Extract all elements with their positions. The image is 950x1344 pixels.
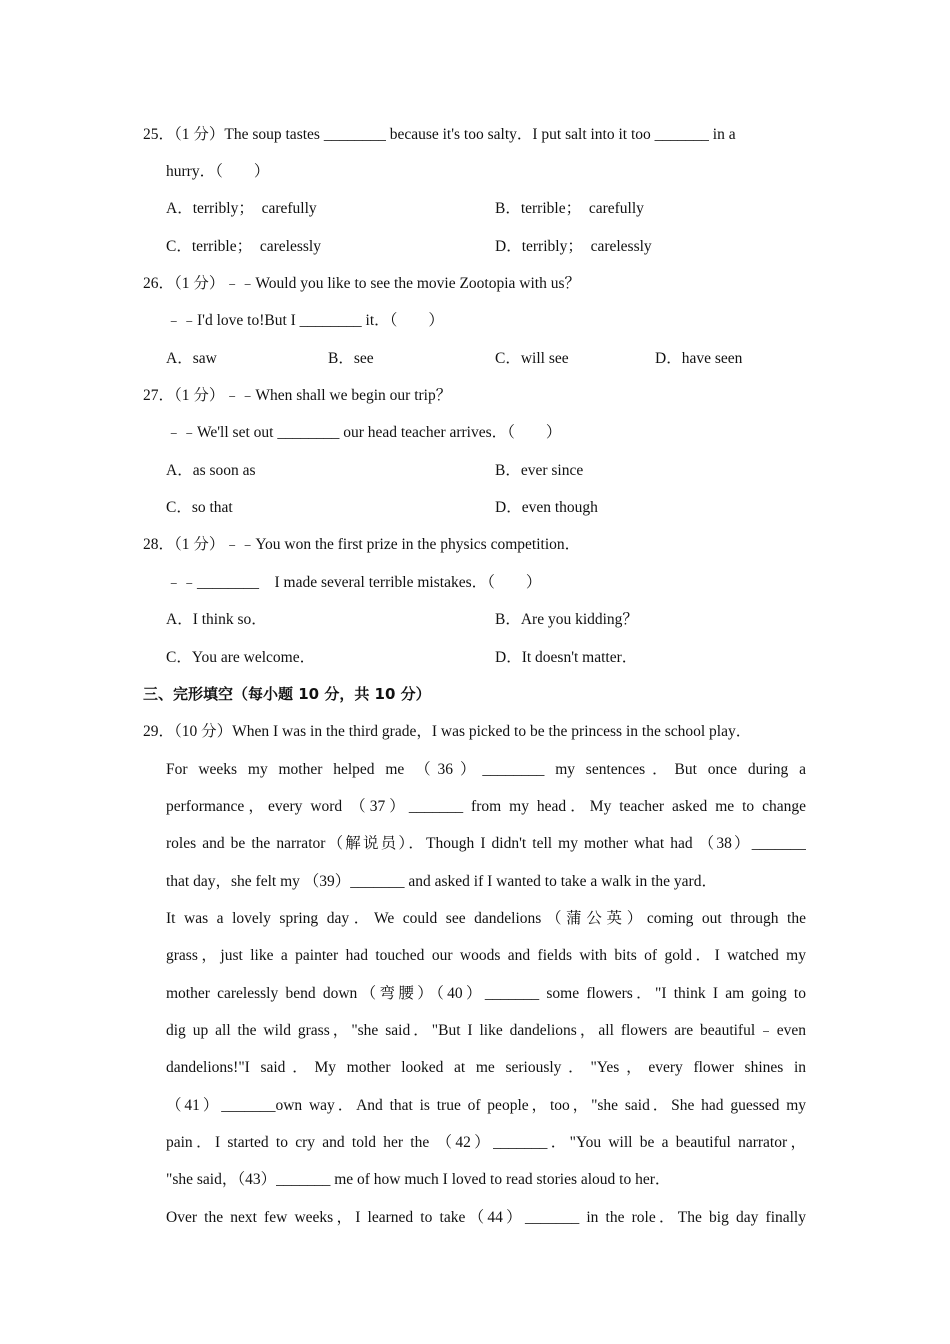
q27-option-a: A．as soon as <box>166 462 256 479</box>
passage-line: "she said，（43）_______ me of how much I loved to read stories aloud to her． <box>166 1171 671 1188</box>
q28-stem: 28．（1 分）﹣﹣You won the first prize in the physics competition． <box>143 536 581 553</box>
q25-option-b: B．terrible； carefully <box>495 200 644 217</box>
q25-option-d: D．terribly； carelessly <box>495 238 652 255</box>
q28-option-c: C．You are welcome． <box>166 649 316 666</box>
q27-option-c: C．so that <box>166 499 233 516</box>
q27-stem: 27．（1 分）﹣﹣When shall we begin our trip？ <box>143 387 452 404</box>
passage-line: dig up all the wild grass，"she said．"But I like dandelions，all flowers are beautiful﹣even <box>166 1022 806 1039</box>
section-heading: 三、完形填空（每小题 10 分，共 10 分） <box>143 685 431 703</box>
passage-line: pain．I started to cry and told her the （42）_______．"You will be a beautiful narrator， <box>166 1134 806 1151</box>
q27-option-b: B．ever since <box>495 462 584 479</box>
q26-option-a: A．saw <box>166 350 217 367</box>
q28-option-a: A．I think so． <box>166 611 267 628</box>
q28-option-b: B．Are you kidding？ <box>495 611 638 628</box>
q25-stem: 25．（1 分）The soup tastes ________ because it's too salty．I put salt into it too _______ in a <box>143 126 736 143</box>
passage-line: （41）_______own way．And that is true of people，too，"she said．She had guessed my <box>166 1097 806 1114</box>
q27-option-d: D．even though <box>495 499 598 516</box>
q25-stem-cont: hurry．（ ） <box>166 163 270 180</box>
q25-option-c: C．terrible； carelessly <box>166 238 321 255</box>
passage-line: mother carelessly bend down（弯腰）（40）_______ some flowers．"I think I am going to <box>166 985 806 1002</box>
q26-stem: 26．（1 分）﹣﹣Would you like to see the movie Zootopia with us？ <box>143 275 581 292</box>
q28-response: ﹣﹣________ I made several terrible mistakes．（ ） <box>166 574 542 591</box>
q26-option-b: B．see <box>328 350 374 367</box>
passage-line: grass，just like a painter had touched our woods and fields with bits of gold．I watched my <box>166 947 806 964</box>
q26-option-c: C．will see <box>495 350 569 367</box>
passage-line: dandelions!"I said．My mother looked at me seriously．"Yes，every flower shines in <box>166 1059 806 1076</box>
q26-option-d: D．have seen <box>655 350 743 367</box>
q28-option-d: D．It doesn't matter． <box>495 649 638 666</box>
q26-response: ﹣﹣I'd love to!But I ________ it．（ ） <box>166 312 444 329</box>
passage-line: performance，every word （37）_______ from my head．My teacher asked me to change <box>166 798 806 815</box>
passage-line: Over the next few weeks，I learned to take（44）_______ in the role．The big day finally <box>166 1209 806 1226</box>
passage-line: roles and be the narrator（解说员）．Though I didn't tell my mother what had （38）_______ <box>166 835 806 852</box>
q25-option-a: A．terribly； carefully <box>166 200 317 217</box>
q29-stem: 29．（10 分）When I was in the third grade，I was picked to be the princess in the school play． <box>143 723 752 740</box>
passage-line: that day，she felt my （39）_______ and asked if I wanted to take a walk in the yard． <box>166 873 717 890</box>
q27-response: ﹣﹣We'll set out ________ our head teacher arrives．（ ） <box>166 424 562 441</box>
passage-line: It was a lovely spring day．We could see dandelions（蒲公英）coming out through the <box>166 910 806 927</box>
passage-line: For weeks my mother helped me （36）________ my sentences．But once during a <box>166 761 806 778</box>
